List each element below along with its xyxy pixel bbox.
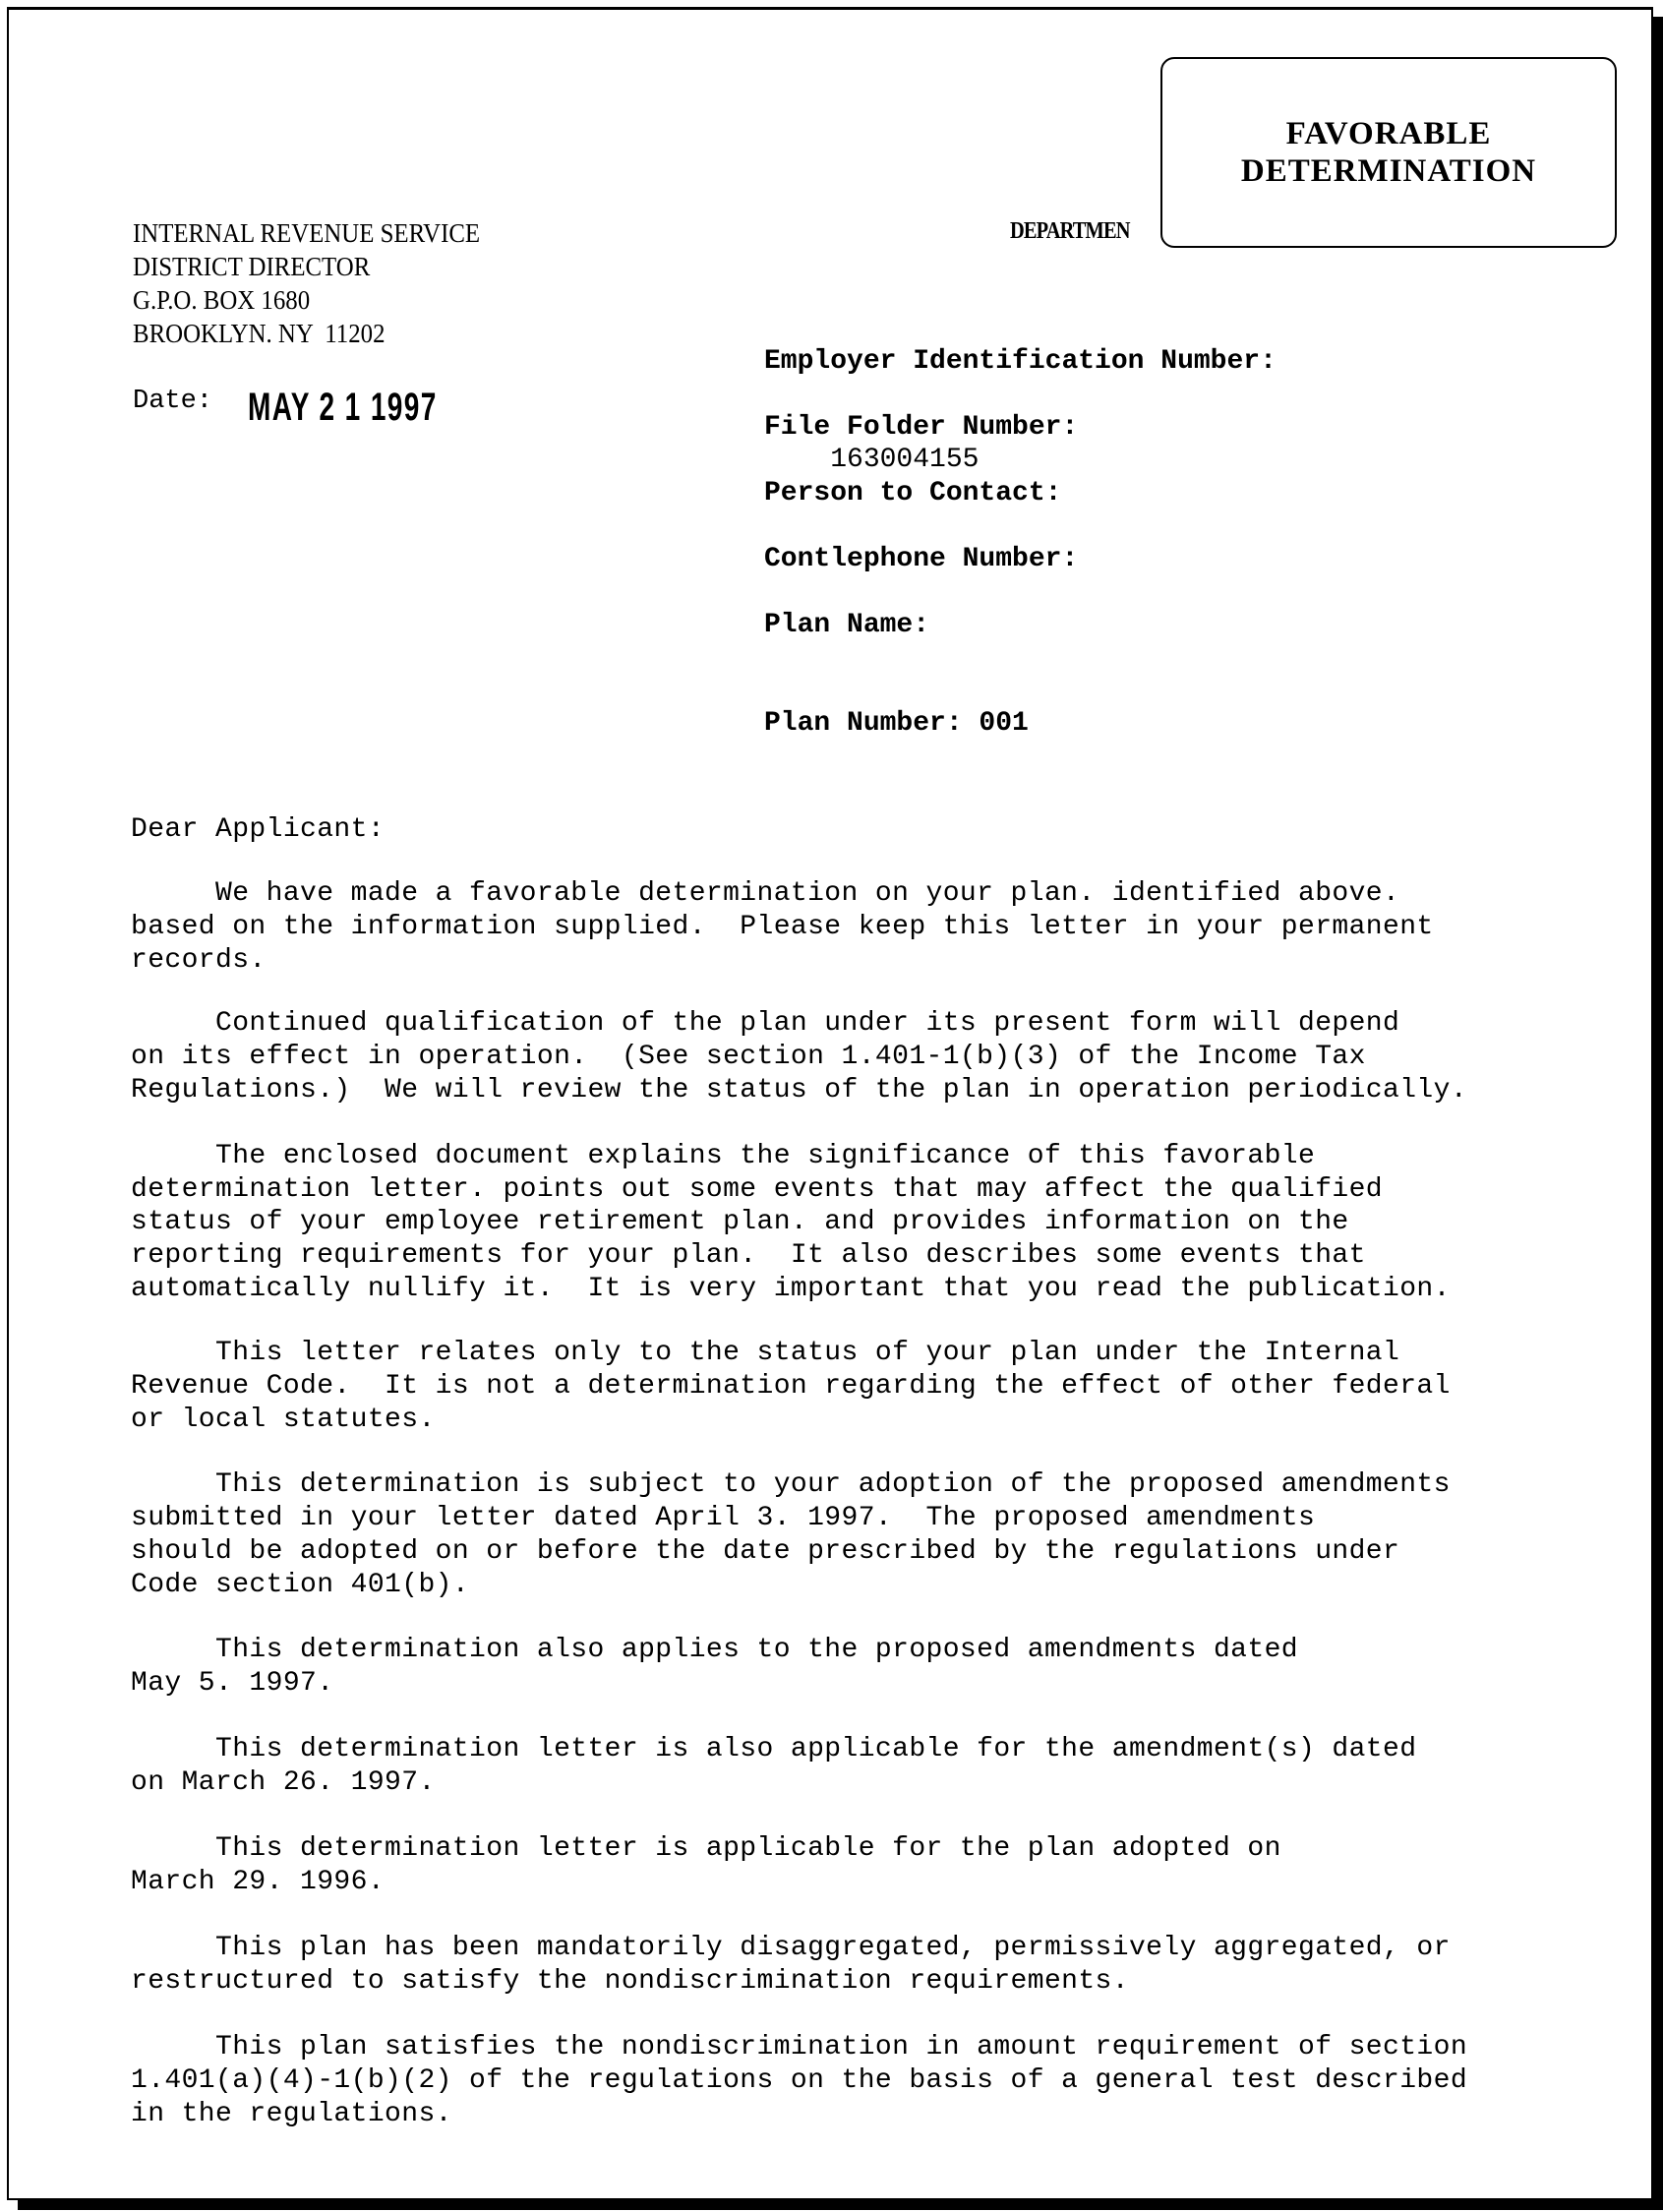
body-line: This letter relates only to the status of your plan under the Internal [131, 1338, 1400, 1368]
body-line: This plan satisfies the nondiscrimination in amount requirement of section [131, 2032, 1468, 2063]
date-label: Date: [133, 387, 213, 416]
body-line: Regulations.) We will review the status of the plan in operation periodically. [131, 1075, 1468, 1106]
body-line: March 29. 1996. [131, 1867, 386, 1897]
sender-address [133, 216, 510, 350]
file-folder-value: 163004155 [764, 445, 980, 475]
body-line: based on the information supplied. Please keep this letter in your permanent [131, 912, 1434, 942]
date-stamp: MAY 2 1 1997 [248, 386, 438, 429]
page-shadow-right [1653, 17, 1663, 2210]
page-shadow-bottom [18, 2200, 1663, 2210]
body-line: automatically nullify it. It is very important that you read the publication. [131, 1274, 1451, 1304]
body-line: on its effect in operation. (See section 1.401-1(b)(3) of the Income Tax [131, 1042, 1366, 1072]
body-line: should be adopted on or before the date prescribed by the regulations under [131, 1536, 1400, 1567]
body-line: or local statutes. [131, 1405, 436, 1435]
body-line: May 5. 1997. [131, 1668, 334, 1699]
employer-id-label: Employer Identification Number: [764, 346, 1277, 377]
salutation: Dear Applicant: [131, 814, 386, 845]
body-line: restructured to satisfy the nondiscrimination requirements. [131, 1966, 1129, 1997]
address-line: G.P.O. BOX 1680 [133, 285, 311, 315]
body-line: Code section 401(b). [131, 1570, 470, 1600]
body-line: This determination is subject to your adoption of the proposed amendments [131, 1469, 1451, 1500]
body-line: reporting requirements for your plan. It also describes some events that [131, 1240, 1366, 1271]
stamp-line-2: DETERMINATION [1240, 153, 1537, 189]
address-line: DISTRICT DIRECTOR [133, 252, 371, 281]
body-line: This determination letter is applicable for the plan adopted on [131, 1833, 1281, 1864]
person-to-contact-label: Person to Contact: [764, 478, 1062, 508]
body-line: This plan has been mandatorily disaggregated, permissively aggregated, or [131, 1933, 1451, 1963]
body-line: We have made a favorable determination on your plan. identified above. [131, 878, 1400, 909]
body-line: This determination also applies to the proposed amendments dated [131, 1635, 1298, 1665]
body-line: submitted in your letter dated April 3. 1997. The proposed amendments [131, 1503, 1316, 1533]
file-folder-label: File Folder Number: [764, 412, 1079, 443]
plan-name-label: Plan Name: [764, 610, 930, 640]
body-line: status of your employee retirement plan. and provides information on the [131, 1207, 1349, 1237]
body-line: records. [131, 945, 267, 976]
address-line: INTERNAL REVENUE SERVICE [133, 218, 481, 248]
body-line: 1.401(a)(4)-1(b)(2) of the regulations on the basis of a general test described [131, 2065, 1468, 2096]
body-line: on March 26. 1997. [131, 1767, 436, 1798]
phone-number-label: Contlephone Number: [764, 544, 1079, 574]
body-line: Revenue Code. It is not a determination regarding the effect of other federal [131, 1371, 1451, 1402]
address-line: BROOKLYN. NY 11202 [133, 319, 386, 348]
body-line: determination letter. points out some events that may affect the qualified [131, 1174, 1384, 1205]
body-line: in the regulations. [131, 2099, 452, 2129]
department-heading: DEPARTMEN [1010, 218, 1130, 244]
stamp-line-1: FAVORABLE [1285, 116, 1492, 151]
body-line: This determination letter is also applicable for the amendment(s) dated [131, 1734, 1417, 1764]
favorable-determination-stamp [1160, 57, 1617, 248]
body-line: Continued qualification of the plan under its present form will depend [131, 1008, 1400, 1039]
plan-number-label: Plan Number: 001 [764, 708, 1029, 739]
body-line: The enclosed document explains the significance of this favorable [131, 1141, 1316, 1171]
